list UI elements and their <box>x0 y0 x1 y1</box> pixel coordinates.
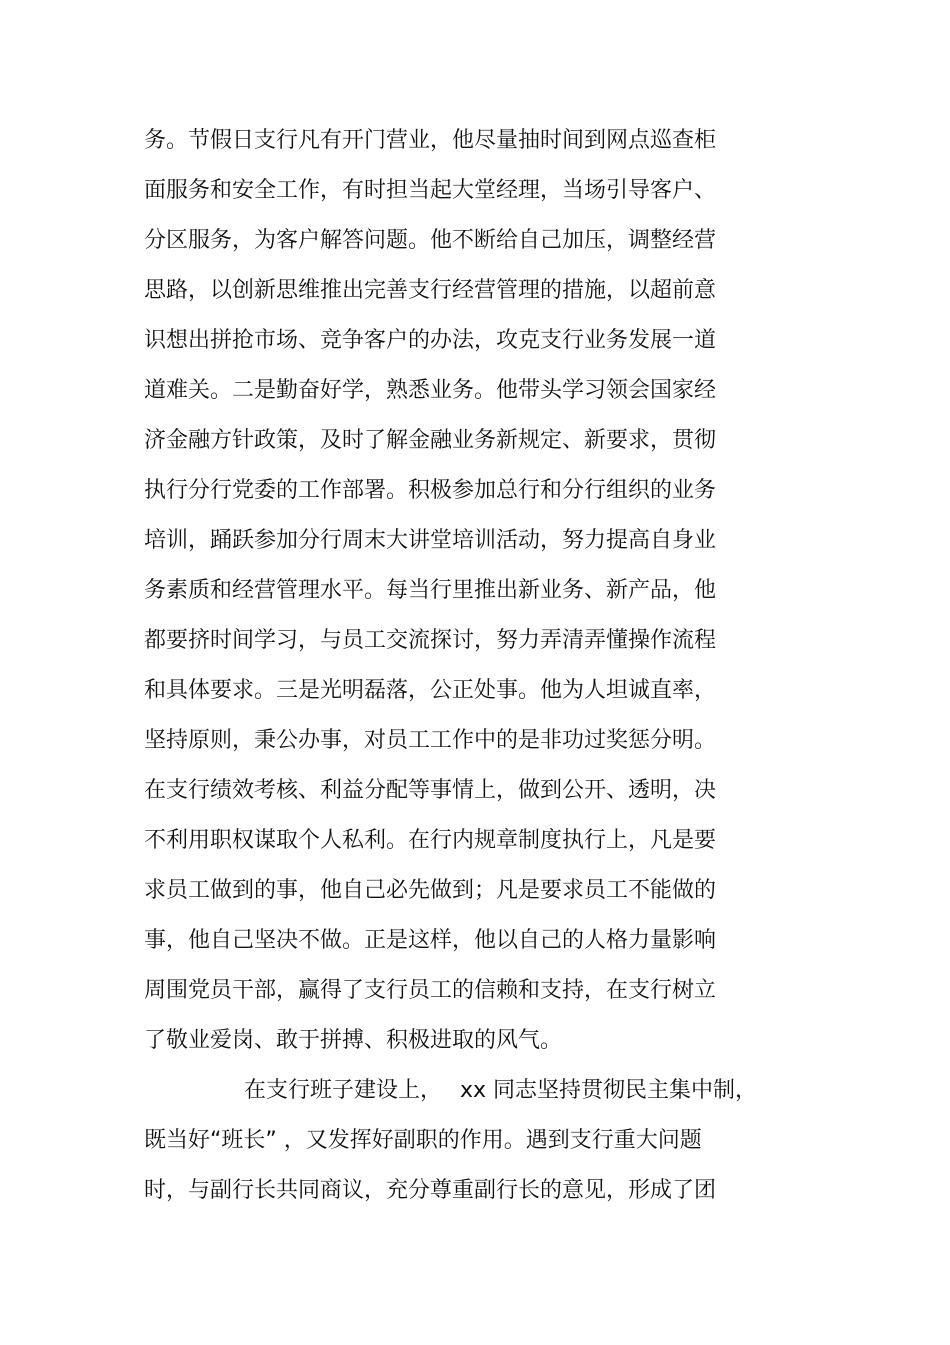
text-line: 事，他自己坚决不做。正是这样，他以自己的人格力量影响 <box>144 928 717 953</box>
text-line: 面服务和安全工作，有时担当起大堂经理，当场引导客户、 <box>144 178 717 203</box>
text-line: 既当好“班长” ，又发挥好副职的作用。遇到支行重大问题 <box>144 1128 702 1153</box>
text-line: 执行分行党委的工作部署。积极参加总行和分行组织的业务 <box>144 478 717 503</box>
text-line: 都要挤时间学习，与员工交流探讨，努力弄清弄懂操作流程 <box>144 628 717 653</box>
text-line: 识想出拼抢市场、竞争客户的办法，攻克支行业务发展一道 <box>144 328 717 353</box>
text-line: 道难关。二是勤奋好学，熟悉业务。他带头学习领会国家经 <box>144 378 717 403</box>
text-line: 务。节假日支行凡有开门营业，他尽量抽时间到网点巡查柜 <box>144 128 717 153</box>
text-line: 济金融方针政策，及时了解金融业务新规定、新要求，贯彻 <box>144 428 717 453</box>
text-line: 分区服务，为客户解答问题。他不断给自己加压，调整经营 <box>144 228 717 253</box>
text-line: 思路，以创新思维推出完善支行经营管理的措施，以超前意 <box>144 278 717 303</box>
text-line: 培训，踊跃参加分行周末大讲堂培训活动，努力提高自身业 <box>144 528 717 553</box>
text-line: 和具体要求。三是光明磊落，公正处事。他为人坦诚直率， <box>144 678 717 703</box>
text-line: 务素质和经营管理水平。每当行里推出新业务、新产品，他 <box>144 578 717 603</box>
text-line: 在支行绩效考核、利益分配等事情上，做到公开、透明，决 <box>144 778 717 803</box>
text-line: 周围党员干部，赢得了支行员工的信赖和支持，在支行树立 <box>144 978 717 1003</box>
text-line: 求员工做到的事，他自己必先做到；凡是要求员工不能做的 <box>144 878 717 903</box>
text-line: 坚持原则，秉公办事，对员工工作中的是非功过奖惩分明。 <box>144 728 717 753</box>
text-line: 时，与副行长共同商议，充分尊重副行长的意见，形成了团 <box>144 1178 717 1203</box>
paragraph-start-line: 在支行班子建设上， xx 同志坚持贯彻民主集中制， <box>244 1078 758 1103</box>
body-text <box>144 116 844 1216</box>
text-line: 不利用职权谋取个人私利。在行内规章制度执行上，凡是要 <box>144 828 717 853</box>
text-line: 了敬业爱岗、敢于拼搏、积极进取的风气。 <box>144 1028 563 1053</box>
